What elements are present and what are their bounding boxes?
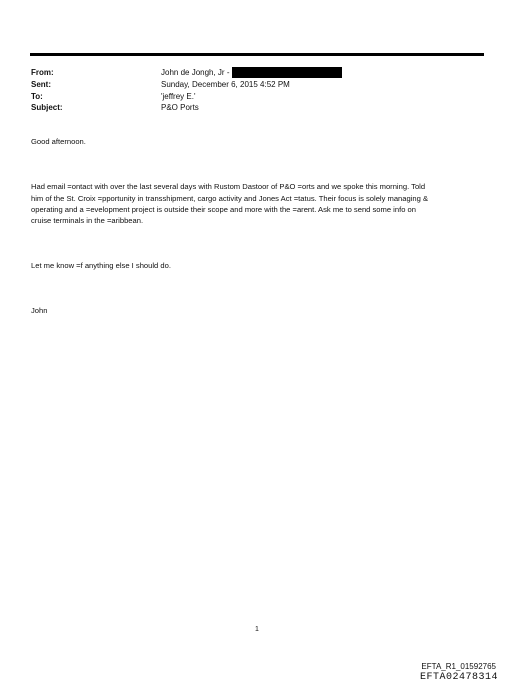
bates-number-small: EFTA_R1_01592765 bbox=[421, 662, 496, 671]
sent-value: Sunday, December 6, 2015 4:52 PM bbox=[161, 80, 290, 89]
closing-line: Let me know =f anything else I should do. bbox=[31, 261, 171, 270]
body-line-2: him of the St. Croix =pportunity in transshipment, cargo activity and Jones Act =tatus. Their focus is solely managing & bbox=[31, 194, 429, 203]
from-value: John de Jongh, Jr - bbox=[161, 68, 230, 77]
greeting: Good afternoon. bbox=[31, 137, 86, 146]
bates-number-large: EFTA02478314 bbox=[419, 672, 498, 683]
from-label: From: bbox=[31, 68, 54, 77]
body-line-1: Had email =ontact with over the last several days with Rustom Dastoor of P&O =orts and we spoke this morning. Told bbox=[31, 182, 426, 191]
to-label: To: bbox=[31, 92, 43, 101]
redaction-box bbox=[232, 67, 342, 78]
to-value: 'jeffrey E.' bbox=[161, 92, 196, 101]
subject-value: P&O Ports bbox=[161, 103, 199, 112]
signature: John bbox=[31, 306, 48, 315]
page-number: 1 bbox=[255, 626, 259, 633]
body-line-4: cruise terminals in the =aribbean. bbox=[31, 216, 144, 225]
subject-label: Subject: bbox=[31, 103, 63, 112]
body-line-3: operating and a =evelopment project is outside their scope and more with the =arent. Ask me to send some info on bbox=[31, 205, 416, 214]
header-rule bbox=[30, 53, 484, 56]
sent-label: Sent: bbox=[31, 80, 51, 89]
